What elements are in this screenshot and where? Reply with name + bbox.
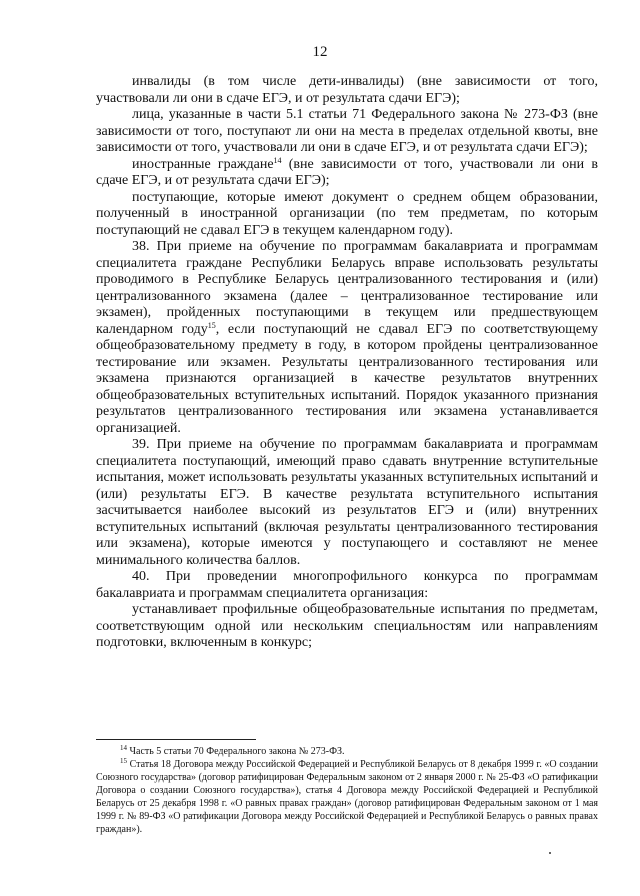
footnote-text: Статья 18 Договора между Российской Федерацией и Республикой Беларусь от 8 декабря 1999 г. «О создании Союзного государства» (договор ратифицирован Федеральным законом от 2 января 2000 г. № 25-ФЗ «О ратификации Договора о создании Союзного государства»), статья 4 Договора между Российской Федерацией и Республикой Беларусь от 25 декабря 1998 г. «О равных правах граждан» (договор ратифицирован Федеральным законом от 1 мая 1999 г. № 89-ФЗ «О ратификации Договора между Российской Федерацией и Республикой Беларусь о равных правах граждан»). bbox=[96, 759, 598, 835]
paragraph-text: , если поступающий не сдавал ЕГЭ по соответствующему общеобразовательному предмету в году, в котором пройдены централизованное тестирование или экзамен. Результаты централизованного тестирования или экзамена признаются организацией в качестве результатов внутренних общеобразовательных вступительных испытаний. Порядок указанного признания результатов централизованного тестирования или экзамена устанавливается организацией. bbox=[96, 321, 599, 436]
paragraph-foreign-document-holders: поступающие, которые имеют документ о среднем общем образовании, полученный в иностранной организации (по тем предметам, по которым поступающий не сдавал ЕГЭ в текущем календарном году). bbox=[96, 189, 598, 238]
paragraph-foreign-citizens bbox=[96, 157, 598, 190]
paragraph-profile-tests: устанавливает профильные общеобразовательные испытания по предметам, соответствующим одной или нескольким специальностям или направлениям подготовки, включенным в конкурс; bbox=[96, 602, 598, 650]
paragraph-text: (вне зависимости от того, участвовали ли они в сдаче ЕГЭ, и от результата сдачи ЕГЭ); bbox=[96, 156, 598, 188]
scan-speck bbox=[549, 852, 551, 854]
paragraph-text: 38. При приеме на обучение по программам бакалавриата и программам специалитета граждане Республики Беларусь вправе использовать результаты проводимого в Республике Беларусь централизованного тестирования и (или) централизованного экзамена (далее – централизованное тестирование или экзамен), пройденных поступающими в текущем или предшествующем календарном году bbox=[96, 239, 598, 337]
footnote-separator bbox=[96, 739, 256, 740]
paragraph-part-5-1-persons: лица, указанные в части 5.1 статьи 71 Федерального закона № 273-ФЗ (вне зависимости от того, поступают ли они на места в пределах отдельной квоты, вне зависимости от того, участвовали ли они в сдаче ЕГЭ, и от результата сдачи ЕГЭ); bbox=[96, 107, 598, 155]
paragraph-disabled-persons: инвалиды (в том числе дети-инвалиды) (вне зависимости от того, участвовали ли они в сдаче ЕГЭ, и от результата сдачи ЕГЭ); bbox=[96, 74, 598, 106]
page-number: 12 bbox=[312, 44, 328, 60]
footnotes bbox=[96, 745, 598, 836]
footnote-text: Часть 5 статьи 70 Федерального закона № 273-ФЗ. bbox=[127, 746, 345, 757]
paragraph-item-38 bbox=[96, 239, 598, 437]
paragraph-item-39: 39. При приеме на обучение по программам бакалавриата и программам специалитета поступающий, имеющий право сдавать внутренние вступительные испытания, может использовать результаты указанных вступительных испытаний и (или) результаты ЕГЭ. В качестве результата вступительного испытания засчитывается наиболее высокий из результатов ЕГЭ и (или) внутренних вступительных испытаний (включая результаты централизованного тестирования или экзамена), которые имеются у поступающего и составляют не менее минимального количества баллов. bbox=[96, 437, 598, 568]
footnote-marker: 15 bbox=[120, 757, 127, 765]
body-text bbox=[96, 74, 598, 652]
paragraph-item-40: 40. При проведении многопрофильного конкурса по программам бакалавриата и программам специалитета организация: bbox=[96, 569, 598, 601]
footnote-ref-14: 14 bbox=[273, 155, 282, 165]
footnote-marker: 14 bbox=[120, 744, 127, 752]
footnote-ref-15: 15 bbox=[207, 320, 216, 330]
footnote-15 bbox=[96, 758, 598, 836]
footnote-14 bbox=[96, 745, 598, 758]
paragraph-text: иностранные граждане bbox=[132, 156, 274, 172]
